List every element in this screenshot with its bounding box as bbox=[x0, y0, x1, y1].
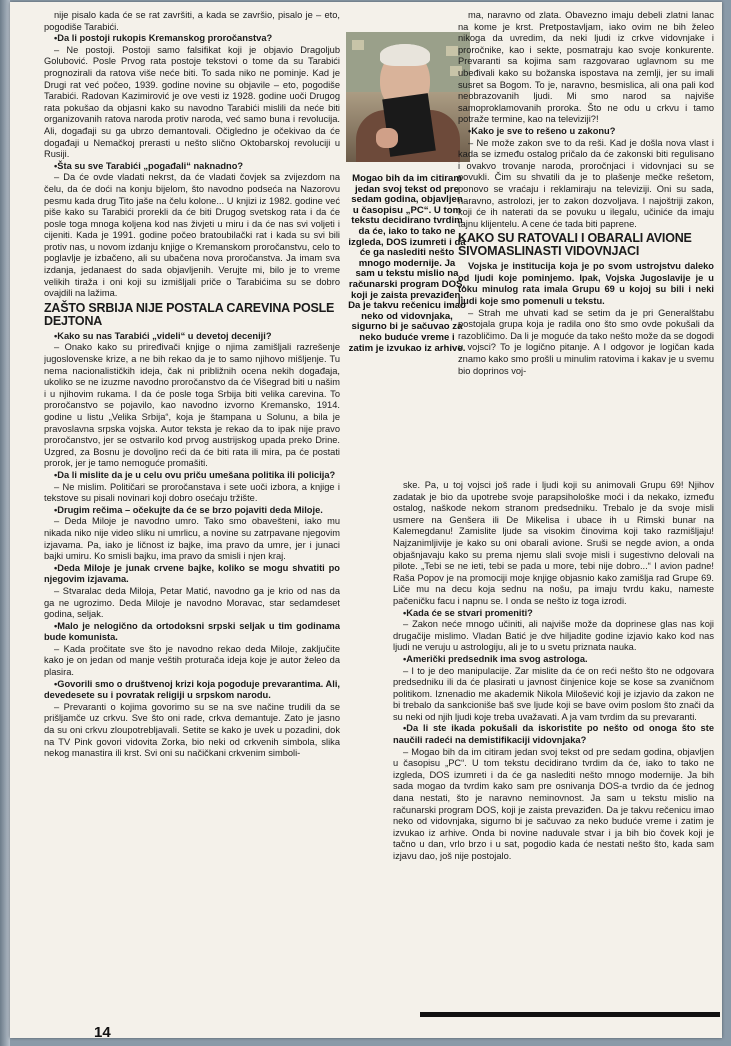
column-right-top bbox=[458, 10, 714, 480]
interview-question: • Da li ste ikada pokušali da iskoristite po nešto od onoga što ste naučili radeći na demistifikaciji vidovnjaka? bbox=[393, 723, 714, 746]
body-paragraph: ma, naravno od zlata. Obavezno imaju debeli zlatni lanac na kome je krst. Pretpostavljam, iako ovim ne bih želeo nikoga da uvredim, da neki ljudi iz crkve vidovnjake i proročnike, kao i sekte, posmatraju kao svoje konkurente. Prevaranti sa kojima sam razgovarao uglavnom su me ubeđivali kako su božanska ispostava na zemlji, jer su imali susret sa Bogom. To je, naravno, besmislica, ali ona pali kod neobrazovanih ljudi. Mi smo narod sa najviše samoproklamovanih proroka. Što ne odu u crkvu i tamo potraže termine, kao na televiziji?! bbox=[458, 10, 714, 125]
body-paragraph: ske. Pa, u toj vojsci još rade i ljudi koji su animovali Grupu 69! Njihov zadatak je bio da upotrebe svoje parapsihološke moći i da nekako, između ostalog, naškode nekom stranom predsedniku. Trebalo je da svoje misli usmere na Genšera ili De Mikelisa i ubace ih u Rimski bunar na Kalemegdanu! Zamislite ljude sa visokim činovima koji tako razmišljaju! Najzanimljivije je kako su oni obarali avione. Sruši se negde avion, a onda objašnjavaju kako su prema njemu slali svoje misli i sugestivno delovali na pilote. „Tebi se ne ieti, tebi se pada u more, tebi nije dobro...“ I avion padne! Raša Popov je na promociji moje knjige objasnio kako zamišlja rad Grupe 69. Liče mu na decu koja sednu na nošu, pa imaju tvrdu kaku, nameste pačeničku facu i napnu se. I onda se nešto iz toga izrodi. bbox=[393, 480, 714, 606]
photo-hair-top bbox=[380, 44, 430, 66]
interview-question: • Da li postoji rukopis Kremanskog proročanstva? bbox=[44, 33, 340, 45]
body-paragraph: – Ne postoji. Postoji samo falsifikat koji je objavio Dragoljub Golubović. Posle Prvog rata postoje tekstovi o tome da su Tarabići prognozirali da ratova više neće biti. To sada niko ne pominje. Kad je Drugi rat već počeo, 1939. godine novine su objavile – eto, pogodiše Tarabići. Radovan Kazimirović je ove vesti iz 1928. godine uoči Drugog rata pokušao da objasni kako su navodno Tarabići mislili da neće biti organizovanih ratova naroda protiv naroda, već samo buna i revolucija. Ali, događaji su ga ubrzo demantovali. Očigledno je očekivao da će događaji u Nemačkoj prerasti u nešto slično Oktobarskoj revoluciji u Rusiji. bbox=[44, 44, 340, 160]
section-heading: ZAŠTO SRBIJA NIJE POSTALA CAREVINA POSLE DEJTONA bbox=[44, 300, 335, 328]
page-number: 14 bbox=[94, 1024, 111, 1038]
interview-question: • Govorili smo o društvenoj krizi koja pogoduje prevarantima. Ali, devedesete su i povratak religiji u srpskom narodu. bbox=[44, 679, 340, 702]
photo-window bbox=[446, 46, 458, 56]
body-paragraph: – Kada pročitate sve što je navodno rekao deda Miloje, zaključite kako je on jedan od manje veštih proturača ideja koje je autor želeo da plasira. bbox=[44, 643, 340, 678]
column-right-bottom bbox=[393, 480, 714, 1000]
page-gutter bbox=[0, 0, 10, 1046]
interview-question: • Deda Miloje je junak crvene bajke, koliko se mogu shvatiti po njegovim izjavama. bbox=[44, 563, 340, 586]
magazine-page bbox=[10, 2, 722, 1038]
lead-paragraph: Vojska je institucija koja je po svom ustrojstvu daleko od ljudi koje pominjemo. Ipak, Vojska Jugoslavije je u toku minulog rata imala Grupu 69 u kojoj su bili i neki ljudi koje smo pomenuli u tekstu. bbox=[458, 261, 714, 307]
photo-caption: Mogao bih da im citiram jedan svoj tekst od pre sedam godina, objavljen u časopisu „PC“. U tom tekstu decidirano tvrdim da će, iako to tako ne izgleda, DOS izumreti i da će ga naslediti nešto mnogo modernije. Ja sam u tekstu mislio na računarski program DOS, koji je zaista prevaziđen. Da je takvu rečenicu imao neko od vidovnjaka, sigurno bi je sačuvao za neko buduće vreme i zatim je izvukao iz arhive. bbox=[348, 173, 466, 354]
section-heading: KAKO SU RATOVALI I OBARALI AVIONE SIVOMASLINASTI VIDOVNJACI bbox=[458, 231, 692, 259]
bottom-rule bbox=[420, 1012, 720, 1017]
body-paragraph: nije pisalo kada će se rat završiti, a kada se završio, pisalo je – eto, pogodiše Tarabići. bbox=[44, 10, 340, 32]
column-left bbox=[44, 10, 340, 1000]
body-paragraph: – Zakon neće mnogo učiniti, ali najviše može da doprinese glas nas koji drugačije mislimo. Vladan Batić je dve hiljadite godine izjavio kako kod nas ljudi ne veruju u astrologiju, ali je to u svetu priznata nauka. bbox=[393, 619, 714, 653]
interview-question: • Da li mislite da je u celu ovu priču umešana politika ili policija? bbox=[44, 470, 340, 482]
body-paragraph: – Strah me uhvati kad se setim da je pri Generalštabu postojala grupa koja je radila ono što smo ovde pokušali da razobličimo. Da li je moguće da tako nešto može da se dogodi u vojsci? To je logično pitanje. A I odgovor je logičan kada znamo kako smo prošli u minulim ratovima i kakav je u svemu bio doprinos voj- bbox=[458, 307, 714, 376]
portrait-photo bbox=[346, 32, 470, 162]
body-paragraph: – Onako kako su priređivači knjige o njima zamišljali razrešenje jugoslovenske krize, a ne bih rekao da je to samo njihovo mišljenje. Tu nema nacionalističkih ideja, čak ni približnih ocena nekih događaja, ukoliko se ne izuzme navodno proročanstvo da će Višegrad biti u našim i u njihovim rukama. I da će posle toga Srbija biti velika carevina. To proročanstvo se pojavilo, kao navodno izvorno Kremansko, 1914. godine u listu „Velika Srbija“, koja je štampana u Solunu, a bila je pravoslavna srpska vojska. Autor teksta je rekao da to ipak nije pravo proročanstvo, jer se ostvarilo kod prvog austrijskog upada preko Drine. Uzgred, za Bosnu je dovoljno reći da će biti rata ili mira, pa će postati prorok, jer je tamo nemoguće promašiti. bbox=[44, 342, 340, 469]
interview-question: • Američki predsednik ima svog astrologa. bbox=[393, 654, 714, 666]
body-paragraph: – Mogao bih da im citiram jedan svoj tekst od pre sedam godina, objavljen u časopisu „PC“. U tom tekstu decidirano tvrdim da će, iako to tako ne izgleda, DOS izumreti i da će ga naslediti nešto mnogo modernije. Ja bih sada mogao da tvrdim kako sam pre osnivanja DOS-a tvrdio da će jednog dana nestati, što je naravno neminovnost. Ja sam u tekstu mislio na računarski program DOS, koji je zaista prevaziđen. Da je takvu rečenicu imao neko od vidovnjaka, sigurno bi je sačuvao za neko buduće vreme i zatim je izvukao iz arhive. Onda bi novine naduvale stvar i ja bih bio čovek koji je tačno u dan, vrlo brzo i u sat, pogodio kada će nestati nešto što, kada sam izjavu dao, još nije postojalo. bbox=[393, 746, 714, 861]
photo-window bbox=[352, 40, 364, 50]
interview-question: • Drugim rečima – očekujte da će se brzo pojaviti deda Miloje. bbox=[44, 505, 340, 517]
body-paragraph: – Prevaranti o kojima govorimo su se na sve načine trudili da se prišljamče uz crkvu. Sve što oni rade, crkva demantuje. Zato je jasno da su oni crkvu zloupotrebljavali. Setite se kako je uvek u pozadini, dok na TV Pink govori vidovita Zorka, bio neki od crkvenih simbola, slika nekog manastira ili krst. Svi oni su načičkani crkvenim simboli- bbox=[44, 701, 340, 759]
body-paragraph: – Ne može zakon sve to da reši. Kad je došla nova vlast i kada se između ostalog pričalo da će zakonski biti regulisano i ovakvo trovanje naroda, proročnjaci i vidovnjaci su se povukli. Čim su shvatili da je to plašenje mečke rešetom, ponovo se vraćaju i reklamiraju na televiziji. Oni su sada, naravno, astrolozi, jer to zakon dozvoljava. I najoštriji zakon, koji će ih naterati da se povuku u ilegalu, učiniće da imaju tajnu klijentelu. A cene će tada biti paprene. bbox=[458, 137, 714, 229]
interview-question: • Kako je sve to rešeno u zakonu? bbox=[458, 126, 714, 138]
photo-hand bbox=[376, 128, 398, 148]
body-paragraph: – Stvaralac deda Miloja, Petar Matić, navodno ga je krio od nas da ga ne ugrozimo. Deda Miloje je navodno Moravac, star sedamdeset godina, seljak. bbox=[44, 585, 340, 620]
interview-question: • Kada će se stvari promeniti? bbox=[393, 608, 714, 620]
body-paragraph: – Deda Miloje je navodno umro. Tako smo obavešteni, iako mu nikada niko nije video sliku ni umrlicu, a novine su zatrpavane njegovim izjavama. Pa, iako je ličnost iz bajke, ima pravo da umre, jer i junaci bajki umiru. Ko smisli bajku, ima pravo da smisli i njen kraj. bbox=[44, 516, 340, 562]
interview-question: • Kako su nas Tarabići „videli“ u devetoj deceniji? bbox=[44, 331, 340, 343]
body-paragraph: – I to je deo manipulacije. Zar mislite da će on reći nešto što ne odgovara predsedniku ili da će plasirati u javnost činjenice koje se kose sa zvaničnom politikom. Iznenadio me akademik Nikola Milošević koji je izjavio da zakon ne bi trebalo da sankcioniše baš sve ljude koji se bave ovim poslom što znači da su neki od njih ljudi koje treba uvažavati. A ja vam tvrdim da su prevaranti. bbox=[393, 665, 714, 722]
body-paragraph: – Da će ovde vladati nekrst, da će vladati čovjek sa zvijezdom na čelu, da će doći na konju bijelom, što navodno podseća na Nazorovu pesmu kada drug Tito jaše na čelu kolone... U knjizi iz 1982. godine već piše kako su Tarabići prorekli da će biti Drugog svetskog rata i da će posle toga mnoga koljena kod nas živjeti u miru i da će nas svi voljeti i cijeniti. Kada je 1991. godine počeo bratoubilački rat i kada su svi bili protiv nas, u novom izdanju knjige o Kremanskom proročanstvu, celo to poglavlje je izbačeno, ali su ubačena nova proročanstva. Ja imam sva izdanja, jedanaest do sada objavljenih. Verujte mi, bilo je to vreme velikih tiraža i oni koji su izmišljali priče o Tarabićima su se dobro ovajdili na lažima. bbox=[44, 172, 340, 299]
interview-question: • Malo je nelogično da ortodoksni srpski seljak u tim godinama bude komunista. bbox=[44, 621, 340, 644]
body-paragraph: – Ne mislim. Političari se proročanstava i sete uoči izbora, a knjige i tekstove su pisali novinari koji dobro osećaju tržište. bbox=[44, 481, 340, 504]
interview-question: • Šta su sve Tarabići „pogađali“ naknadno? bbox=[44, 161, 340, 173]
